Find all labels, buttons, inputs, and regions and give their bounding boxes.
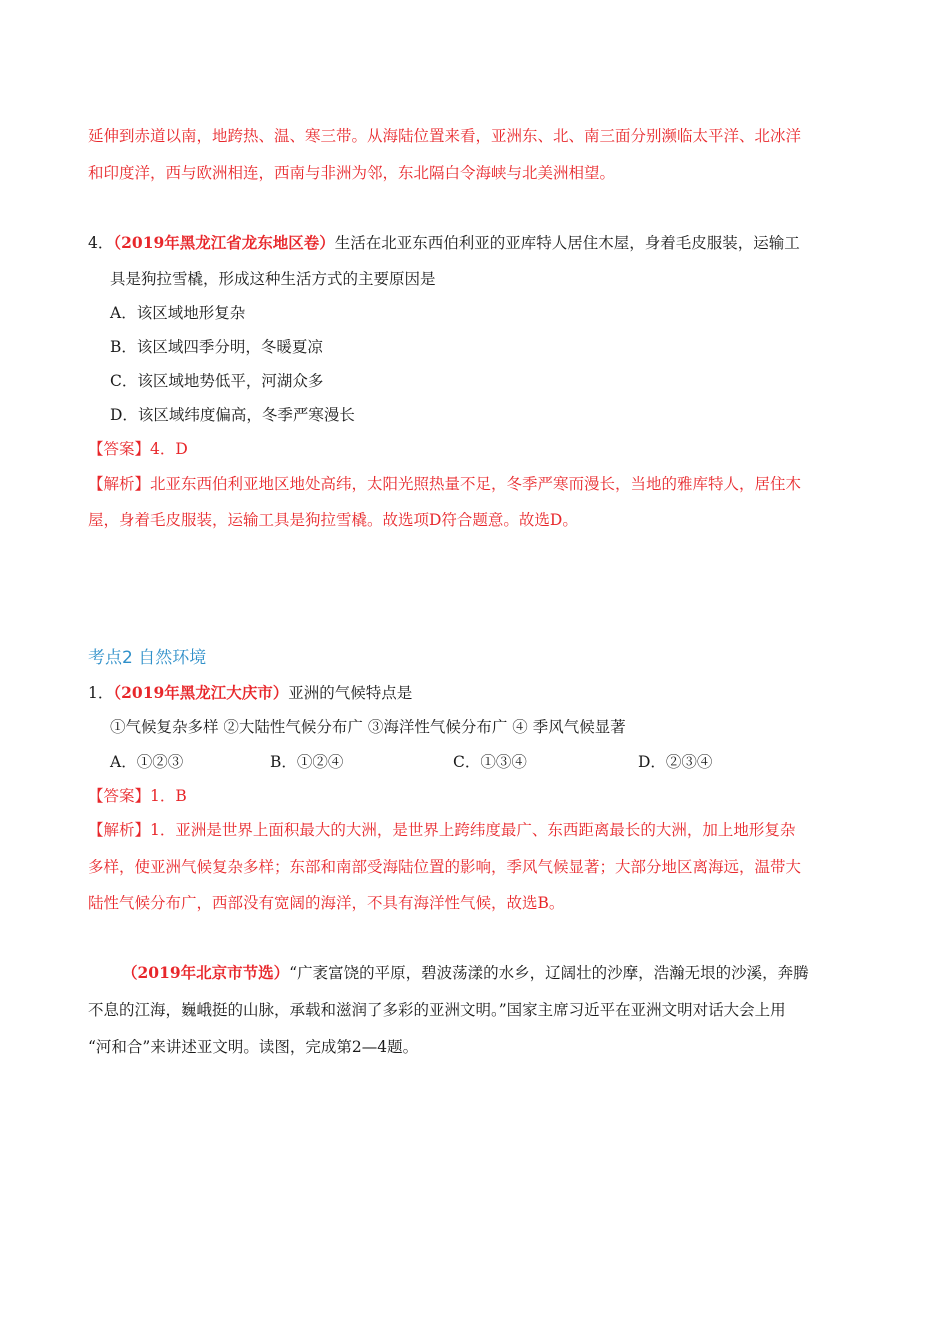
analysis-line-2: 多样，使亚洲气候复杂多样；东部和南部受海陆位置的影响，季风气候显著；大部分地区离海远，温带大 [88,858,802,876]
option-d: D．该区域纬度偏高，冬季严寒漫长 [110,406,355,424]
answer-value: 1．B [150,787,187,805]
passage-line-3: “河和合”来讲述亚文明。读图，完成第2—4题。 [88,1038,419,1056]
answer-value: 4．D [150,440,188,458]
question-number: 4． [88,234,114,252]
passage-source: （2019年北京市节选） [122,963,290,982]
option-b: B．该区域四季分明，冬暖夏凉 [110,338,323,356]
option-c: C．该区域地势低平，河湖众多 [110,372,324,390]
analysis-line-1 [88,473,801,495]
section-title: 考点2 自然环境 [88,648,207,668]
option-b: B．①②④ [270,753,344,771]
answer-label: 【答案】 [88,440,151,458]
answer-label: 【答案】 [88,787,151,805]
analysis-line-1 [88,819,795,841]
question-stem-text: 亚洲的气候特点是 [288,684,413,702]
option-a: A．①②③ [110,753,184,771]
question-source: （2019年黑龙江省龙东地区卷） [113,233,335,252]
question-1-items: ①气候复杂多样 ②大陆性气候分布广 ③海洋性气候分布广 ④ 季风气候显著 [110,718,626,736]
passage-line-1 [122,962,809,984]
option-d: D．②③④ [638,753,713,771]
passage-line-2: 不息的江海，巍峨挺的山脉，承载和滋润了多彩的亚洲文明。”国家主席习近平在亚洲文明对话大会上用 [88,1001,786,1019]
analysis-text: 1．亚洲是世界上面积最大的大洲，是世界上跨纬度最广、东西距离最长的大洲，加上地形复杂 [150,821,796,839]
analysis-label: 【解析】 [88,475,151,493]
prev-analysis-line-2: 和印度洋，西与欧洲相连，西南与非洲为邻，东北隔白令海峡与北美洲相望。 [88,164,616,182]
analysis-line-3: 陆性气候分布广，西部没有宽阔的海洋，不具有海洋性气候，故选B。 [88,894,565,912]
answer-line [88,785,187,807]
option-a: A．该区域地形复杂 [110,304,246,322]
question-stem-text: 生活在北亚东西伯利亚的亚库特人居住木屋，身着毛皮服装，运输工 [334,234,800,252]
prev-analysis-line-1: 延伸到赤道以南，地跨热、温、寒三带。从海陆位置来看，亚洲东、北、南三面分别濒临太平洋、北冰洋 [88,127,802,145]
analysis-text: 北亚东西伯利亚地区地处高纬，太阳光照热量不足，冬季严寒而漫长，当地的雅库特人，居住木 [150,475,802,493]
passage-text: “广袤富饶的平原，碧波荡漾的水乡，辽阔壮的沙摩，浩瀚无垠的沙溪，奔腾 [289,964,809,982]
analysis-label: 【解析】 [88,821,151,839]
question-number: 1． [88,684,114,702]
option-c: C．①③④ [453,753,527,771]
question-4-stem-continued: 具是狗拉雪橇，形成这种生活方式的主要原因是 [110,270,436,288]
analysis-line-2: 屋，身着毛皮服装，运输工具是狗拉雪橇。故选项D符合题意。故选D。 [88,511,578,529]
question-source: （2019年黑龙江大庆市） [113,683,289,702]
answer-line [88,438,188,460]
question-4-stem [88,232,800,254]
question-1-stem [88,682,412,704]
